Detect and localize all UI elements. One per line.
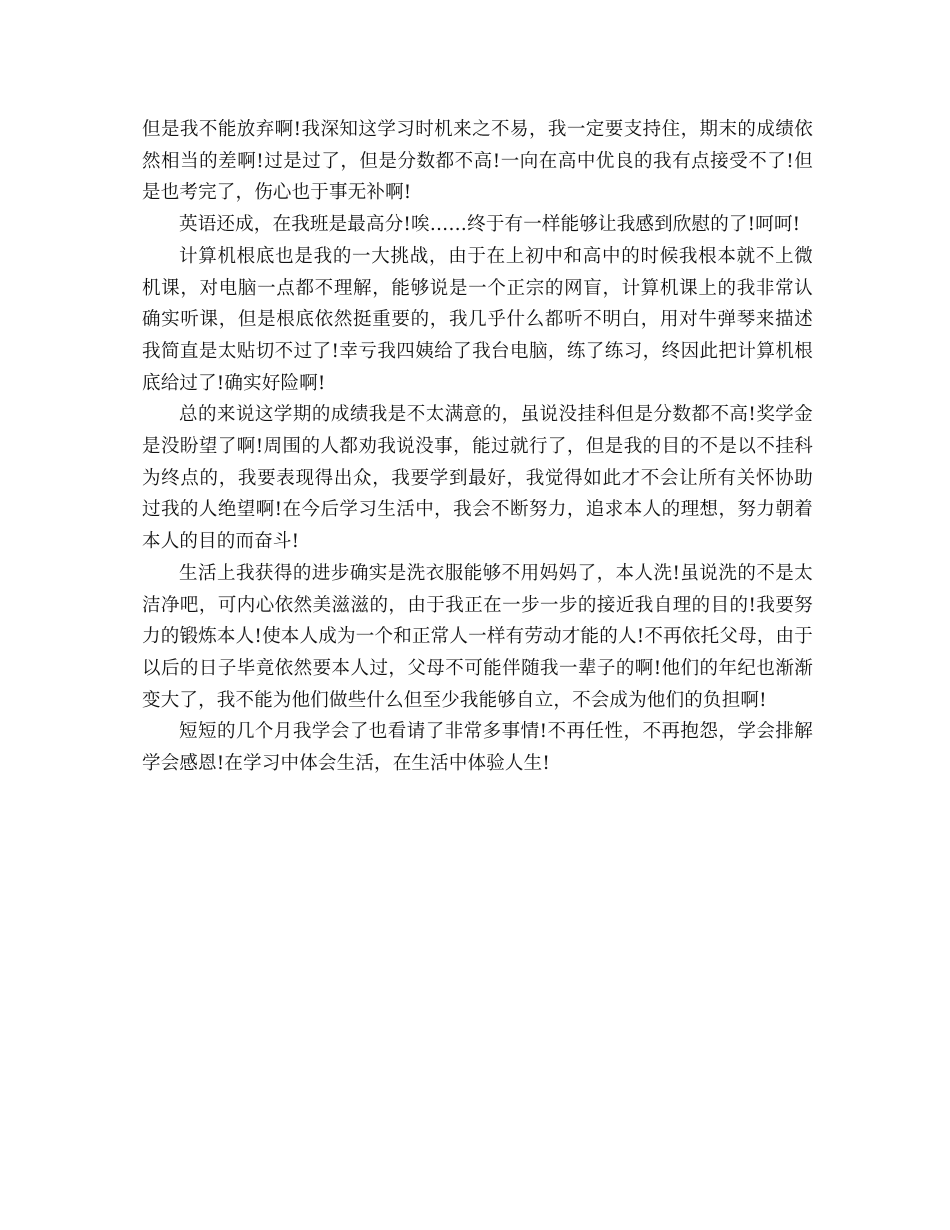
document-body <box>142 114 813 780</box>
paragraph-6: 短短的几个月我学会了也看请了非常多事情!不再任性，不再抱怨，学会排解学会感恩!在学习中体会生活，在生活中体验人生! <box>142 721 813 775</box>
paragraph-5: 生活上我获得的进步确实是洗衣服能够不用妈妈了，本人洗!虽说洗的不是太洁净吧，可内心依然美滋滋的，由于我正在一步一步的接近我自理的目的!我要努力的锻炼本人!使本人成为一个和正常人一样有劳动才能的人!不再依托父母，由于以后的日子毕竟依然要本人过，父母不可能伴随我一辈子的啊!他们的年纪也渐渐变大了，我不能为他们做些什么但至少我能够自立，不会成为他们的负担啊! <box>142 562 813 711</box>
paragraph-1: 但是我不能放弃啊!我深知这学习时机来之不易，我一定要支持住，期末的成绩依然相当的差啊!过是过了，但是分数都不高!一向在高中优良的我有点接受不了!但是也考完了，伤心也于事无补啊! <box>142 119 813 204</box>
paragraph-3: 计算机根底也是我的一大挑战，由于在上初中和高中的时候我根本就不上微机课，对电脑一点都不理解，能够说是一个正宗的网盲，计算机课上的我非常认确实听课，但是根底依然挺重要的，我几乎什么都听不明白，用对牛弹琴来描述我简直是太贴切不过了!幸亏我四姨给了我台电脑，练了练习，终因此把计算机根底给过了!确实好险啊! <box>142 245 813 394</box>
paragraph-2: 英语还成，在我班是最高分!唉……终于有一样能够让我感到欣慰的了!呵呵! <box>179 214 801 236</box>
paragraph-4: 总的来说这学期的成绩我是不太满意的，虽说没挂科但是分数都不高!奖学金是没盼望了啊!周围的人都劝我说没事，能过就行了，但是我的目的不是以不挂科为终点的，我要表现得出众，我要学到最好，我觉得如此才不会让所有关怀协助过我的人绝望啊!在今后学习生活中，我会不断努力，追求本人的理想，努力朝着本人的目的而奋斗! <box>142 404 813 553</box>
